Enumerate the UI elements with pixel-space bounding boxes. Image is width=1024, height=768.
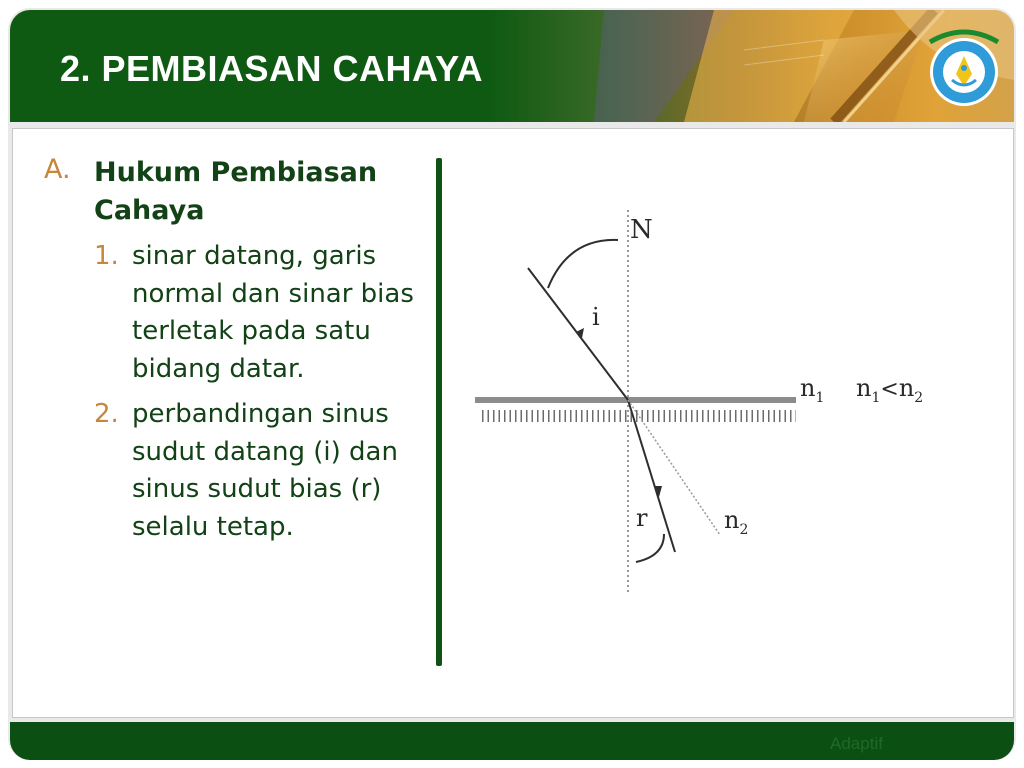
sub-list [44,238,434,546]
medium2-label: $n_2$ [724,506,749,538]
refracted-angle-label: r [636,504,648,532]
refracted-angle-arc [636,534,664,562]
incident-angle-label: i [592,303,600,331]
footer-label: Adaptif [830,734,883,753]
list-item-text: sinar datang, garis normal dan sinar bias terletak pada satu bidang datar. [132,241,414,384]
index-relation-label: $n_1<n_2$ [856,374,924,406]
slide-title: 2. PEMBIASAN CAHAYA [60,48,483,89]
list-item-text: perbandingan sinus sudut datang (i) dan sinus sudut bias (r) selalu tetap. [132,399,398,542]
tut-wuri-handayani-logo [924,28,1004,108]
list-item-number: 2. [94,399,119,429]
incident-angle-arc [548,240,618,288]
divider-rule [436,158,442,666]
list-item [44,396,434,546]
section-item [44,154,434,230]
list-item-number: 1. [94,241,119,271]
medium1-label: $n_1$ [800,374,825,406]
list-item [44,238,434,388]
refraction-diagram [470,200,930,600]
normal-label: N [630,215,653,245]
section-heading: Hukum Pembiasan Cahaya [94,157,378,226]
content-list [44,154,434,554]
section-marker: A. [44,154,71,185]
